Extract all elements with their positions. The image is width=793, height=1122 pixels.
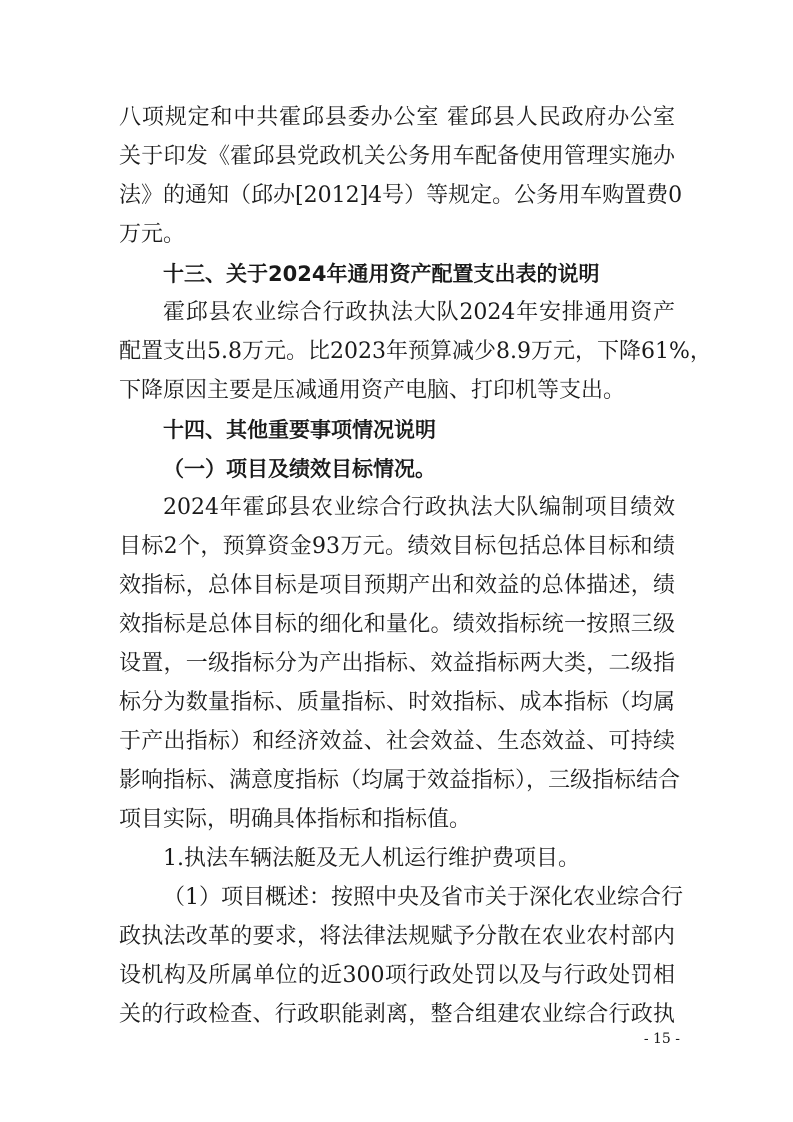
subsection-heading: （一）项目及绩效目标情况。 [163, 457, 436, 481]
text-line: 标分为数量指标、质量指标、时效指标、成本指标（均属 [119, 690, 675, 715]
text-line: 影响指标、满意度指标（均属于效益指标），三级指标结合 [119, 768, 681, 793]
text-line: 设置，一级指标分为产出指标、效益指标两大类，二级指 [119, 651, 675, 676]
section-heading-14: 十四、其他重要事项情况说明 [163, 418, 436, 442]
text-line: 关的行政检查、行政职能剥离，整合组建农业综合行政执 [119, 1002, 675, 1027]
text-line: 霍邱县农业综合行政执法大队2024年安排通用资产 [163, 300, 675, 325]
text-line: 设机构及所属单位的近300项行政处罚以及与行政处罚相 [119, 963, 675, 988]
text-line: 关于印发《霍邱县党政机关公务用车配备使用管理实施办 [119, 144, 675, 169]
text-line: 效指标是总体目标的细化和量化。绩效指标统一按照三级 [119, 612, 675, 637]
text-line: 于产出指标）和经济效益、社会效益、生态效益、可持续 [119, 729, 675, 754]
text-line: 八项规定和中共霍邱县委办公室 霍邱县人民政府办公室 [119, 105, 675, 130]
text-line: 政执法改革的要求，将法律法规赋予分散在农业农村部内 [119, 924, 675, 949]
text-line: 万元。 [119, 222, 186, 247]
section-heading-13: 十三、关于2024年通用资产配置支出表的说明 [163, 262, 600, 286]
text-line: 配置支出5.8万元。比2023年预算减少8.9万元，下降61%， [119, 339, 712, 364]
item-heading: 1.执法车辆法艇及无人机运行维护费项目。 [163, 846, 580, 871]
text-line: 项目实际，明确具体指标和指标值。 [119, 807, 472, 832]
text-line: 法》的通知（邱办[2012]4号）等规定。公务用车购置费0 [119, 183, 683, 208]
text-line: 2024年霍邱县农业综合行政执法大队编制项目绩效 [163, 495, 675, 520]
text-line: 效指标，总体目标是项目预期产出和效益的总体描述，绩 [119, 573, 675, 598]
text-line: 目标2个，预算资金93万元。绩效目标包括总体目标和绩 [119, 534, 675, 559]
text-line: 下降原因主要是压减通用资产电脑、打印机等支出。 [119, 378, 626, 403]
page-number: - 15 - [643, 1031, 680, 1047]
text-line: （1）项目概述：按照中央及省市关于深化农业综合行 [163, 885, 683, 910]
